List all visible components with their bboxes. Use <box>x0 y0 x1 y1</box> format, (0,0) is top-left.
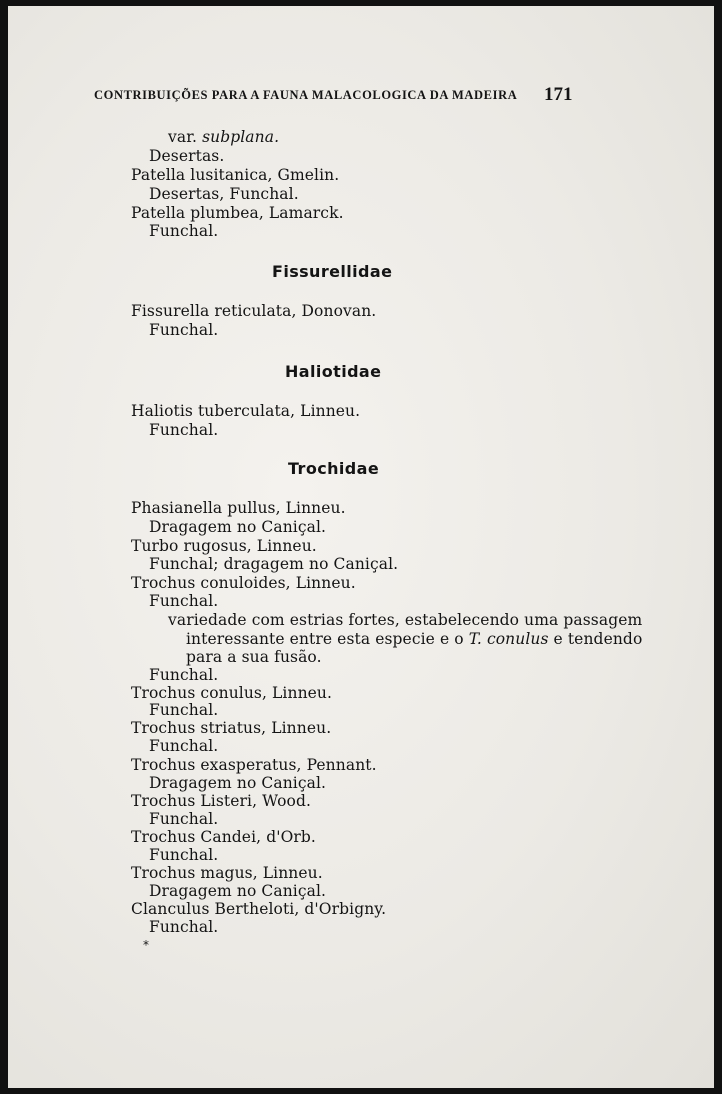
species-line: Trochus Listeri, Wood. <box>131 792 312 810</box>
locality-line: Funchal. <box>149 846 219 864</box>
species-line: Phasianella pullus, Linneu. <box>131 499 346 517</box>
locality-line: Dragagem no Caniçal. <box>149 882 327 900</box>
species-line: Trochus striatus, Linneu. <box>131 719 332 737</box>
note-text: interessante entre esta especie e o <box>186 630 469 648</box>
species-line: Patella plumbea, Lamarck. <box>131 204 344 222</box>
section-heading-fissurellidae: Fissurellidae <box>272 262 393 281</box>
locality-line: Funchal. <box>149 918 219 936</box>
species-line: Turbo rugosus, Linneu. <box>131 537 317 555</box>
note-line <box>186 630 642 648</box>
page-number: 171 <box>544 84 573 105</box>
species-line: Trochus exasperatus, Pennant. <box>131 756 377 774</box>
species-line: Patella lusitanica, Gmelin. <box>131 166 340 184</box>
locality-line: Funchal. <box>149 701 219 719</box>
locality-line: Desertas, Funchal. <box>149 185 299 203</box>
locality-line: Funchal. <box>149 321 219 339</box>
locality-line: Dragagem no Caniçal. <box>149 774 327 792</box>
locality-line: Funchal. <box>149 666 219 684</box>
species-line: Trochus magus, Linneu. <box>131 864 323 882</box>
species-line: Trochus Candei, d'Orb. <box>131 828 316 846</box>
running-header: CONTRIBUIÇÕES PARA A FAUNA MALACOLOGICA DA MADEIRA <box>94 88 518 102</box>
locality-line: Funchal. <box>149 737 219 755</box>
locality-line: Funchal. <box>149 222 219 240</box>
locality-line: Dragagem no Caniçal. <box>149 518 327 536</box>
variety-line <box>168 128 279 146</box>
locality-line: Funchal. <box>149 592 219 610</box>
section-heading-haliotidae: Haliotidae <box>285 362 382 381</box>
note-species-italic: T. conulus <box>468 630 549 648</box>
book-page <box>8 6 714 1088</box>
locality-line: Funchal. <box>149 421 219 439</box>
locality-line: Funchal; dragagem no Caniçal. <box>149 555 399 573</box>
footer-asterisk: * <box>143 938 149 952</box>
locality-line: Funchal. <box>149 810 219 828</box>
note-text: e tendendo <box>548 630 643 648</box>
note-line: variedade com estrias fortes, estabelecendo uma passagem <box>168 611 643 629</box>
variety-prefix: var. <box>168 128 203 146</box>
species-line: Clanculus Bertheloti, d'Orbigny. <box>131 900 387 918</box>
variety-name: subplana. <box>202 128 280 146</box>
species-line: Fissurella reticulata, Donovan. <box>131 302 377 320</box>
species-line: Haliotis tuberculata, Linneu. <box>131 402 361 420</box>
species-line: Trochus conuloides, Linneu. <box>131 574 356 592</box>
locality-line: Desertas. <box>149 147 225 165</box>
note-line: para a sua fusão. <box>186 648 322 666</box>
section-heading-trochidae: Trochidae <box>288 459 380 478</box>
species-line: Trochus conulus, Linneu. <box>131 684 333 702</box>
